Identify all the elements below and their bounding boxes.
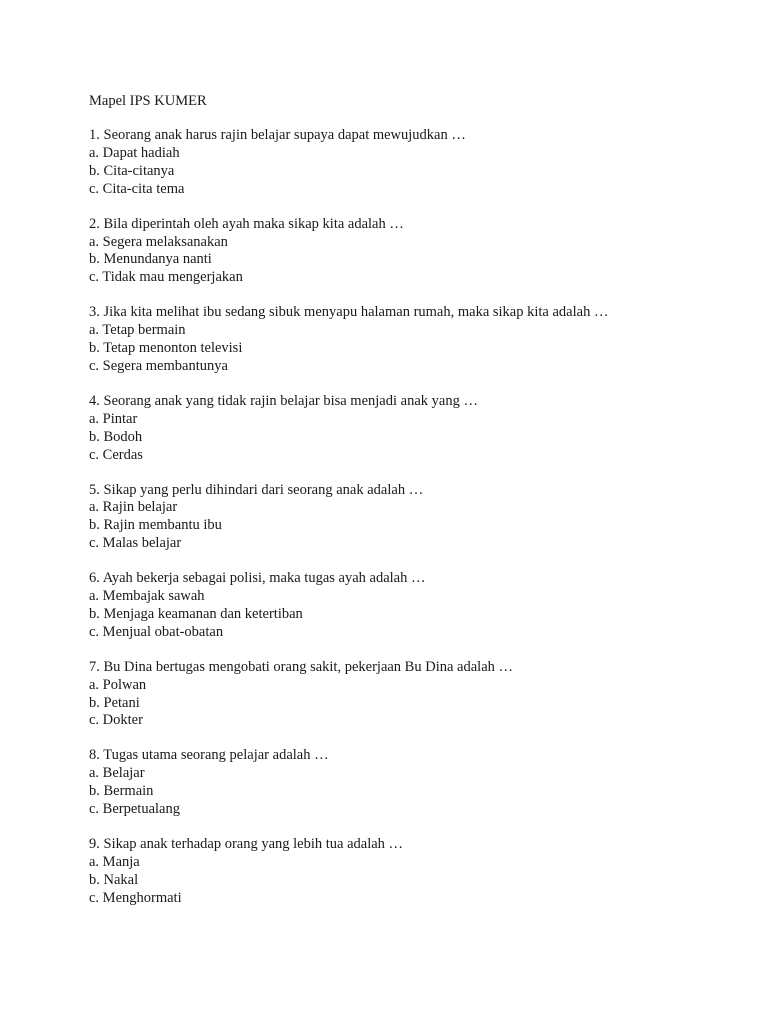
answer-option-a: a. Pintar (89, 410, 138, 427)
answer-option-c: c. Menghormati (89, 889, 182, 906)
answer-options (89, 588, 729, 642)
question-text: 1. Seorang anak harus rajin belajar supaya dapat mewujudkan … (89, 127, 466, 143)
answer-option-b: b. Tetap menonton televisi (89, 340, 243, 357)
answer-options (89, 765, 729, 819)
question-4 (89, 393, 729, 465)
answer-option-b: b. Bermain (89, 783, 154, 800)
answer-option-a: a. Polwan (89, 676, 147, 693)
question-text: 3. Jika kita melihat ibu sedang sibuk menyapu halaman rumah, maka sikap kita adalah … (89, 304, 609, 321)
answer-options (89, 677, 729, 731)
question-1 (89, 127, 729, 199)
answer-option-a: a. Membajak sawah (89, 588, 205, 605)
answer-option-c: c. Cerdas (89, 446, 143, 463)
answer-option-b: b. Cita-citanya (89, 162, 175, 179)
answer-option-b: b. Menundanya nanti (89, 251, 212, 268)
answer-options (89, 499, 729, 553)
document-title: Mapel IPS KUMER (89, 93, 207, 109)
answer-option-a: a. Manja (89, 853, 140, 870)
question-text: 4. Seorang anak yang tidak rajin belajar bisa menjadi anak yang … (89, 392, 478, 409)
question-text: 2. Bila diperintah oleh ayah maka sikap kita adalah … (89, 215, 404, 232)
answer-option-c: c. Tidak mau mengerjakan (89, 269, 243, 286)
question-text: 5. Sikap yang perlu dihindari dari seorang anak adalah … (89, 481, 424, 498)
question-6 (89, 570, 729, 642)
answer-options (89, 411, 729, 465)
question-2 (89, 216, 729, 288)
answer-options (89, 854, 729, 908)
document-page (89, 92, 729, 925)
question-9 (89, 836, 729, 908)
answer-option-b: b. Bodoh (89, 428, 143, 445)
question-7 (89, 659, 729, 731)
question-text: 9. Sikap anak terhadap orang yang lebih tua adalah … (89, 836, 404, 852)
answer-option-c: c. Cita-cita tema (89, 180, 185, 197)
answer-option-c: c. Berpetualang (89, 801, 180, 818)
question-8 (89, 747, 729, 819)
question-3 (89, 304, 729, 376)
answer-option-c: c. Dokter (89, 712, 143, 729)
answer-option-b: b. Menjaga keamanan dan ketertiban (89, 605, 303, 622)
answer-option-c: c. Segera membantunya (89, 357, 228, 374)
answer-option-a: a. Segera melaksanakan (89, 233, 228, 250)
answer-option-a: a. Tetap bermain (89, 322, 186, 339)
question-text: 7. Bu Dina bertugas mengobati orang sakit, pekerjaan Bu Dina adalah … (89, 658, 514, 675)
answer-option-b: b. Petani (89, 694, 140, 711)
answer-option-b: b. Rajin membantu ibu (89, 517, 222, 534)
question-text: 6. Ayah bekerja sebagai polisi, maka tugas ayah adalah … (89, 570, 426, 587)
question-5 (89, 482, 729, 554)
answer-options (89, 145, 729, 199)
answer-option-a: a. Belajar (89, 765, 145, 782)
question-text: 8. Tugas utama seorang pelajar adalah … (89, 747, 329, 764)
answer-option-b: b. Nakal (89, 871, 139, 888)
answer-option-c: c. Menjual obat-obatan (89, 623, 224, 640)
answer-options (89, 322, 729, 376)
answer-option-a: a. Dapat hadiah (89, 144, 180, 161)
answer-options (89, 234, 729, 288)
answer-option-c: c. Malas belajar (89, 535, 182, 552)
answer-option-a: a. Rajin belajar (89, 499, 178, 516)
